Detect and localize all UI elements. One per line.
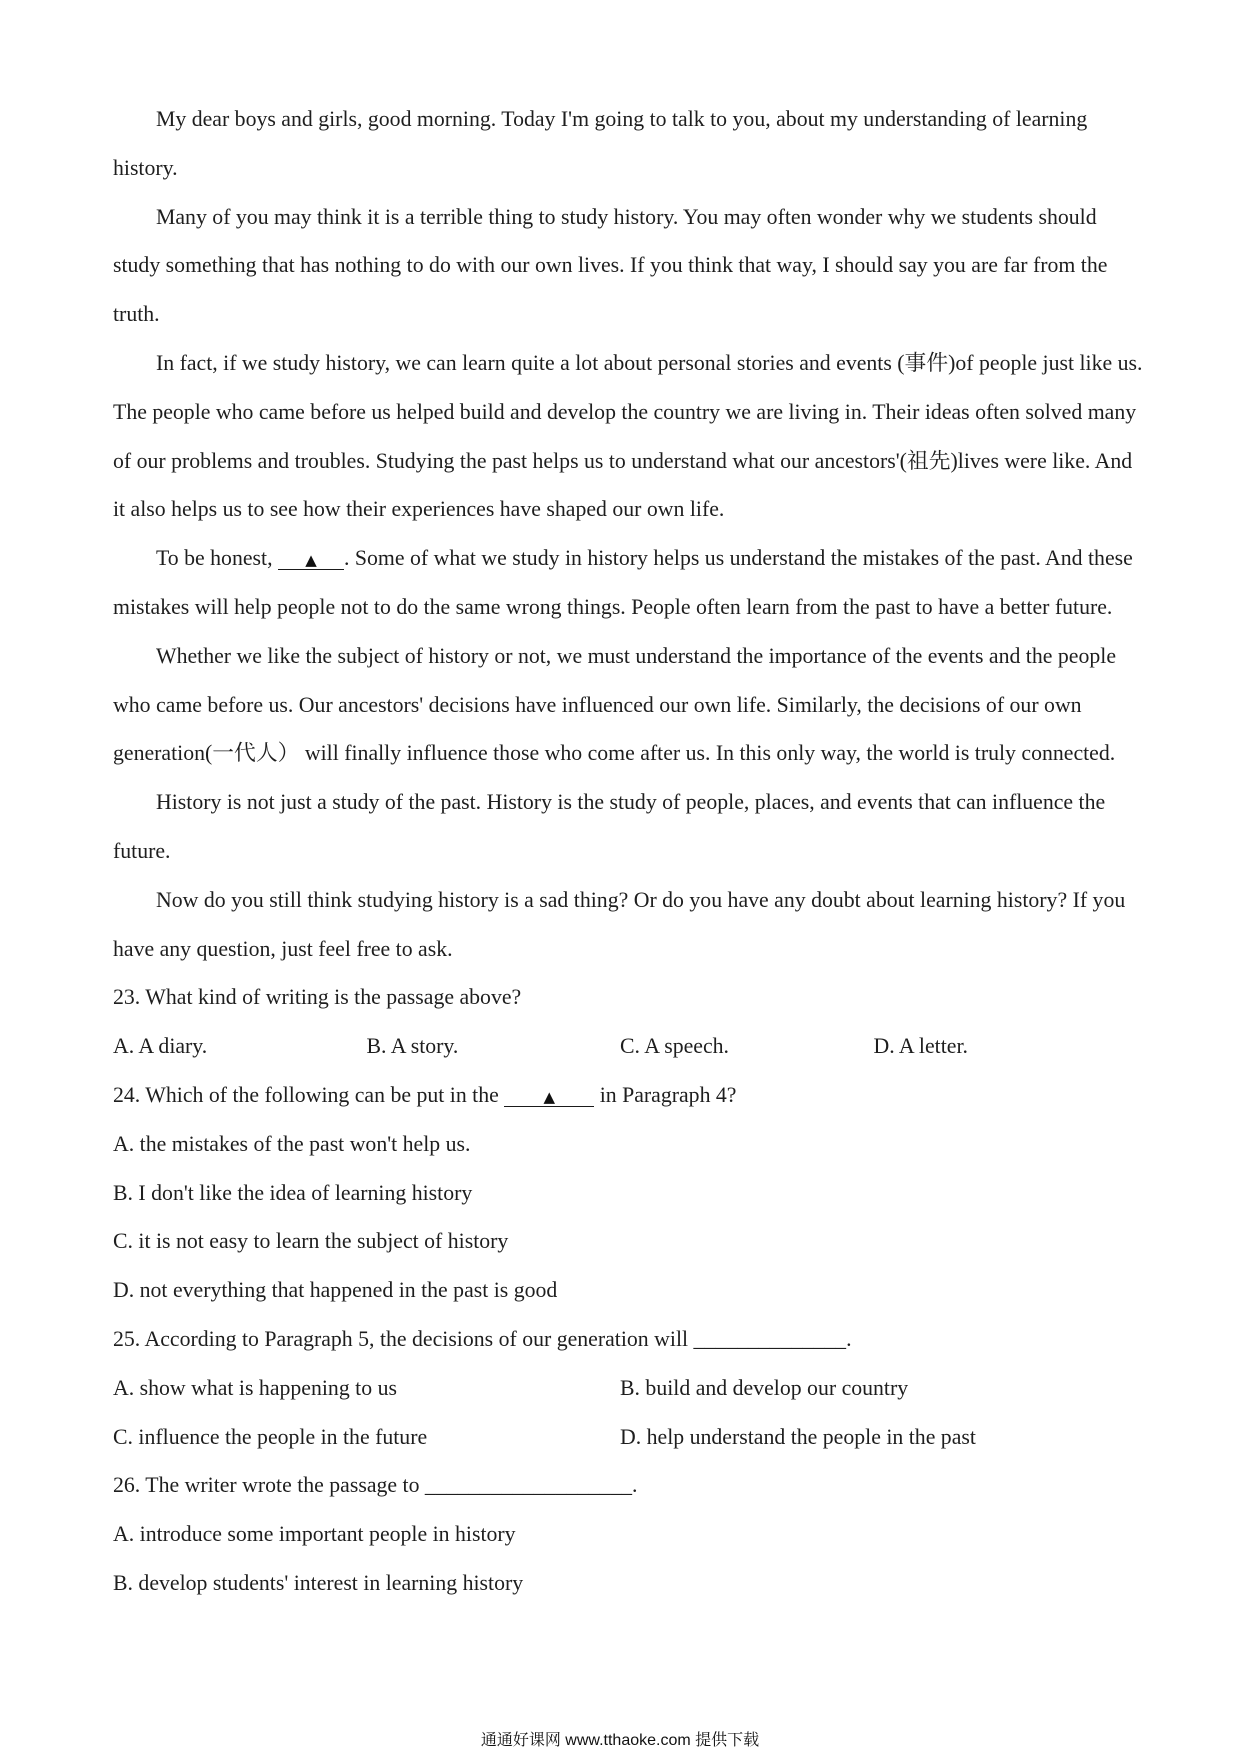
paragraph-6 (113, 778, 1133, 876)
option-b: B. build and develop our country (620, 1375, 909, 1400)
passage-line: mistakes will help people not to do the same wrong things. People often learn from the past to have a better future. (113, 594, 1113, 619)
question-24 (113, 1071, 1133, 1315)
triangle-mark: ▲ (543, 1087, 556, 1106)
passage-text: . Some of what we study in history helps us understand the mistakes of the past. And these (343, 546, 1133, 571)
stem-text: in Paragraph 4? (594, 1082, 737, 1107)
question-26 (113, 1461, 1133, 1607)
passage-text: To be honest, (156, 546, 278, 571)
question-stem: 25. According to Paragraph 5, the decisions of our generation will ______________. (113, 1326, 852, 1351)
paragraph-4 (113, 534, 1133, 632)
option-a: A. show what is happening to us (113, 1375, 397, 1400)
passage-line: generation(一代人） will finally influence those who come after us. In this only way, the world is truly connected. (113, 741, 1116, 766)
option-a: A. the mistakes of the past won't help us. (113, 1131, 471, 1156)
reading-passage (113, 95, 1143, 973)
passage-line: history. (113, 155, 178, 180)
option-a: A. A diary. (113, 1034, 208, 1059)
question-list (113, 973, 1133, 1607)
option-b: B. A story. (366, 1034, 459, 1059)
option-d: D. not everything that happened in the past is good (113, 1278, 558, 1303)
exam-page (113, 95, 1143, 1608)
passage-line: The people who came before us helped build and develop the country we are living in. Their ideas often solved many (113, 399, 1137, 424)
passage-line: of our problems and troubles. Studying the past helps us to understand what our ancestors'(祖先)lives were like. And (113, 448, 1133, 473)
passage-line: My dear boys and girls, good morning. Today I'm going to talk to you, about my understanding of learning (156, 107, 1088, 131)
option-row (113, 1413, 1133, 1462)
paragraph-1 (113, 95, 1133, 193)
passage-line: History is not just a study of the past. History is the study of people, places, and events that can influence the (156, 790, 1106, 815)
question-stem: 23. What kind of writing is the passage above? (113, 985, 522, 1010)
paragraph-2 (113, 193, 1133, 339)
question-25 (113, 1315, 1133, 1461)
passage-line: have any question, just feel free to ask. (113, 936, 453, 961)
paragraph-3 (113, 339, 1143, 534)
passage-line: truth. (113, 302, 160, 327)
passage-line: who came before us. Our ancestors' decisions have influenced our own life. Similarly, the decisions of our own (113, 692, 1082, 717)
triangle-mark: ▲ (305, 551, 317, 570)
paragraph-5 (113, 632, 1133, 778)
option-c: C. influence the people in the future (113, 1424, 428, 1449)
question-23 (113, 973, 1133, 1071)
footer-watermark: 通通好课网 www.tthaoke.com 提供下载 (480, 1732, 760, 1749)
passage-line (113, 534, 1133, 583)
option-c: C. it is not easy to learn the subject of history (113, 1229, 509, 1254)
stem-text: 24. Which of the following can be put in the (113, 1082, 505, 1107)
passage-line: Whether we like the subject of history or not, we must understand the importance of the events and the people (156, 643, 1116, 668)
paragraph-7 (113, 876, 1133, 974)
option-b: B. develop students' interest in learning history (113, 1570, 524, 1595)
option-a: A. introduce some important people in history (113, 1522, 516, 1547)
answer-blank (278, 547, 344, 570)
question-stem: 26. The writer wrote the passage to ___________________. (113, 1473, 638, 1498)
question-stem (113, 1071, 1133, 1120)
option-b: B. I don't like the idea of learning history (113, 1180, 473, 1205)
passage-line: In fact, if we study history, we can learn quite a lot about personal stories and events (事件)of people just like us. (156, 350, 1143, 375)
option-row (113, 1022, 1133, 1071)
passage-line: future. (113, 838, 171, 863)
passage-line: Now do you still think studying history is a sad thing? Or do you have any doubt about learning history? If you (156, 887, 1126, 912)
option-c: C. A speech. (620, 1034, 729, 1059)
option-d: D. help understand the people in the past (620, 1424, 976, 1449)
passage-line: it also helps us to see how their experiences have shaped our own life. (113, 497, 725, 522)
option-row (113, 1364, 1133, 1413)
answer-blank (504, 1084, 594, 1107)
passage-line: study something that has nothing to do with our own lives. If you think that way, I should say you are far from the (113, 253, 1108, 278)
passage-line: Many of you may think it is a terrible thing to study history. You may often wonder why we students should (156, 204, 1097, 229)
option-d: D. A letter. (873, 1034, 968, 1059)
